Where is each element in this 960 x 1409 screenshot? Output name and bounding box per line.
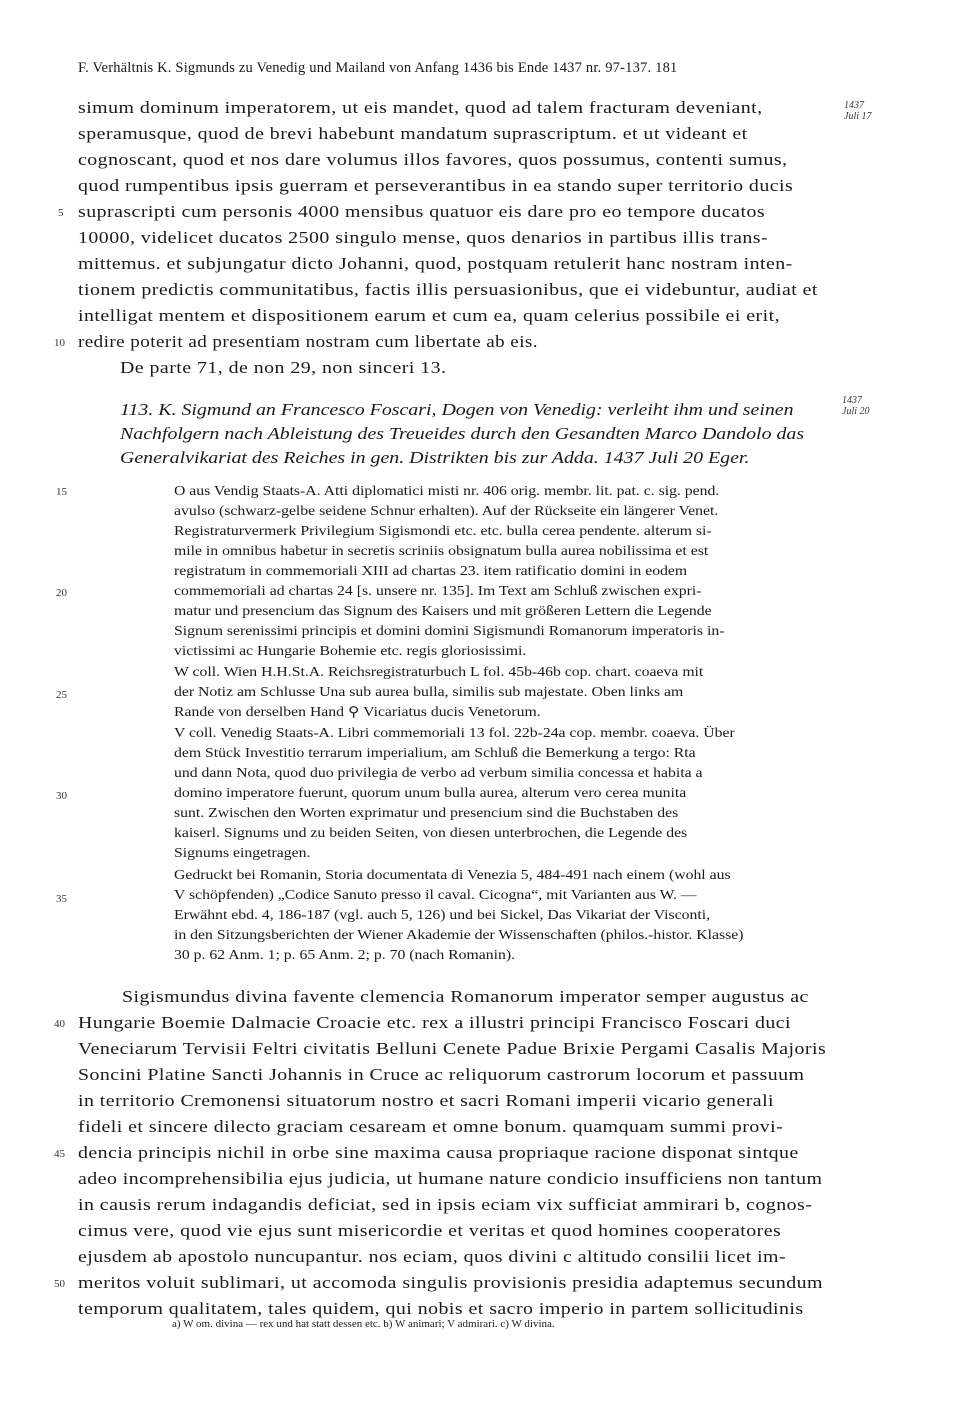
- text-line: commemoriali ad chartas 24 [s. unsere nr. 135]. Im Text am Schluß zwischen expri-: [174, 583, 702, 598]
- margin-date-note: 1437 Juli 20: [842, 395, 870, 417]
- text-line: in territorio Cremonensi situatorum nostro et sacri Romani imperii vicario generali: [78, 1091, 775, 1110]
- line-number: 5: [58, 207, 64, 219]
- text-line: domino imperatore fuerunt, quorum unum bulla aurea, alterum vero cerea munita: [174, 785, 687, 800]
- line-number: 20: [56, 587, 67, 599]
- text-line: Soncini Platine Sancti Johannis in Cruce ac reliquorum castrorum locorum et passuum: [78, 1065, 805, 1084]
- text-line: adeo incomprehensibilia ejus judicia, ut humane nature condicio insufficiens non tantum: [78, 1169, 823, 1188]
- text-line: Erwähnt ebd. 4, 186-187 (vgl. auch 5, 126) und bei Sickel, Das Vikariat der Visconti,: [174, 907, 711, 922]
- footnotes: a) W om. divina — rex und hat statt dessen etc. b) W animari; V admirari. c) W divina.: [172, 1318, 555, 1330]
- line-number: 35: [56, 893, 67, 905]
- text-line: meritos voluit sublimari, ut accomoda singulis provisionis presidia adaptemus secundum: [78, 1273, 823, 1292]
- text-line: V coll. Venedig Staats-A. Libri commemoriali 13 fol. 22b-24a cop. membr. coaeva. Über: [174, 725, 735, 740]
- text-line: 30 p. 62 Anm. 1; p. 65 Anm. 2; p. 70 (nach Romanin).: [174, 947, 516, 962]
- text-line: Gedruckt bei Romanin, Storia documentata di Venezia 5, 484-491 nach einem (wohl aus: [174, 867, 731, 882]
- text-line: simum dominum imperatorem, ut eis mandet, quod ad talem fracturam deveniant,: [78, 98, 763, 117]
- text-line: cimus vere, quod vie ejus sunt misericordie et veritas et quod homines cooperatores: [78, 1221, 782, 1240]
- text-line: kaiserl. Signums und zu beiden Seiten, von diesen unterbrochen, die Legende des: [174, 825, 688, 840]
- text-line: Hungarie Boemie Dalmacie Croacie etc. rex a illustri principi Francisco Foscari duci: [78, 1013, 791, 1032]
- text-line: Signum serenissimi principis et domini domini Sigismundi Romanorum imperatoris in-: [174, 623, 725, 638]
- text-line: matur und presencium das Signum des Kaisers und mit größeren Lettern die Legende: [174, 603, 712, 618]
- text-line: ejusdem ab apostolo nuncupantur. nos eciam, quos divini c altitudo consilii licet im-: [78, 1247, 787, 1266]
- text-line: V schöpfenden) „Codice Sanuto presso il caval. Cicogna“, mit Varianten aus W. —: [174, 887, 697, 902]
- line-number: 30: [56, 790, 67, 802]
- text-line: dem Stück Investitio terrarum imperialium, am Schluß die Bemerkung a tergo: Rta: [174, 745, 696, 760]
- text-line: mile in omnibus habetur in secretis scriniis obsignatum bulla aurea nobilissima et est: [174, 543, 709, 558]
- line-number: 25: [56, 689, 67, 701]
- text-line: suprascripti cum personis 4000 mensibus quatuor eis dare pro eo tempore ducatos: [78, 202, 766, 221]
- line-number: 40: [54, 1018, 65, 1030]
- text-line: sunt. Zwischen den Worten exprimatur und presencium sind die Buchstaben des: [174, 805, 679, 820]
- text-line: Registraturvermerk Privilegium Sigismondi etc. etc. bulla cerea pendente. alterum si-: [174, 523, 712, 538]
- text-line: Signums eingetragen.: [174, 845, 311, 860]
- text-line: Rande von derselben Hand ⚲ Vicariatus ducis Venetorum.: [174, 704, 541, 719]
- text-line: 10000, videlicet ducatos 2500 singulo mense, quos denarios in partibus illis trans-: [78, 228, 769, 247]
- text-line: der Notiz am Schlusse Una sub aurea bulla, similis sub majestate. Oben links am: [174, 684, 684, 699]
- text-line: redire poterit ad presentiam nostram cum libertate ab eis.: [78, 332, 538, 351]
- text-line: 113. K. Sigmund an Francesco Foscari, Dogen von Venedig: verleiht ihm und seinen: [120, 400, 794, 419]
- text-line: Nachfolgern nach Ableistung des Treueides durch den Gesandten Marco Dandolo das: [120, 424, 805, 443]
- text-line: cognoscant, quod et nos dare volumus illos favores, quos possumus, contenti sumus,: [78, 150, 788, 169]
- text-line: avulso (schwarz-gelbe seidene Schnur erhalten). Auf der Rückseite ein längerer Venet.: [174, 503, 719, 518]
- text-line: De parte 71, de non 29, non sinceri 13.: [120, 358, 447, 377]
- margin-date-note: 1437 Juli 17: [844, 100, 872, 122]
- text-line: registratum in commemoriali XIII ad chartas 23. item ratificatio domini in eodem: [174, 563, 688, 578]
- line-number: 15: [56, 486, 67, 498]
- text-line: W coll. Wien H.H.St.A. Reichsregistraturbuch L fol. 45b-46b cop. chart. coaeva mit: [174, 664, 704, 679]
- text-line: Generalvikariat des Reiches in gen. Distrikten bis zur Adda. 1437 Juli 20 Eger.: [120, 448, 750, 467]
- text-line: fideli et sincere dilecto graciam cesaream et omne bonum. quamquam summi provi-: [78, 1117, 784, 1136]
- text-line: O aus Vendig Staats-A. Atti diplomatici misti nr. 406 orig. membr. lit. pat. c. sig. pend.: [174, 483, 720, 498]
- line-number: 45: [54, 1148, 65, 1160]
- text-line: temporum qualitatem, tales quidem, qui nobis et sacro imperio in partem sollicitudinis: [78, 1299, 804, 1318]
- text-line: in causis rerum indagandis deficiat, sed in ipsis eciam vix sufficiat ammirari b, cognos-: [78, 1195, 813, 1214]
- text-line: in den Sitzungsberichten der Wiener Akademie der Wissenschaften (philos.-histor. Klasse): [174, 927, 744, 942]
- text-line: mittemus. et subjungatur dicto Johanni, quod, postquam retulerit hanc nostram inten-: [78, 254, 793, 273]
- text-line: victissimi ac Hungarie Bohemie etc. regis gloriosissimi.: [174, 643, 527, 658]
- text-line: tionem predictis communitatibus, factis illis persuasionibus, que ei videbuntur, audiat et: [78, 280, 818, 299]
- text-line: Veneciarum Tervisii Feltri civitatis Belluni Cenete Padue Brixie Pergami Casalis Majoris: [78, 1039, 827, 1058]
- text-line: quod rumpentibus ipsis guerram et perseverantibus in ea stando super territorio ducis: [78, 176, 794, 195]
- text-line: Sigismundus divina favente clemencia Romanorum imperator semper augustus ac: [122, 987, 809, 1006]
- running-header: F. Verhältnis K. Sigmunds zu Venedig und Mailand von Anfang 1436 bis Ende 1437 nr. 97-137. 181: [78, 60, 678, 76]
- line-number: 10: [54, 337, 65, 349]
- text-line: dencia principis nichil in orbe sine maxima causa propriaque racione disponat sintque: [78, 1143, 799, 1162]
- text-line: speramusque, quod de brevi habebunt mandatum suprascriptum. et ut videant et: [78, 124, 748, 143]
- text-line: und dann Nota, quod duo privilegia de verbo ad verbum similia concessa et habita a: [174, 765, 703, 780]
- line-number: 50: [54, 1278, 65, 1290]
- text-line: intelligat mentem et dispositionem earum et cum ea, quam celerius possibile ei erit,: [78, 306, 781, 325]
